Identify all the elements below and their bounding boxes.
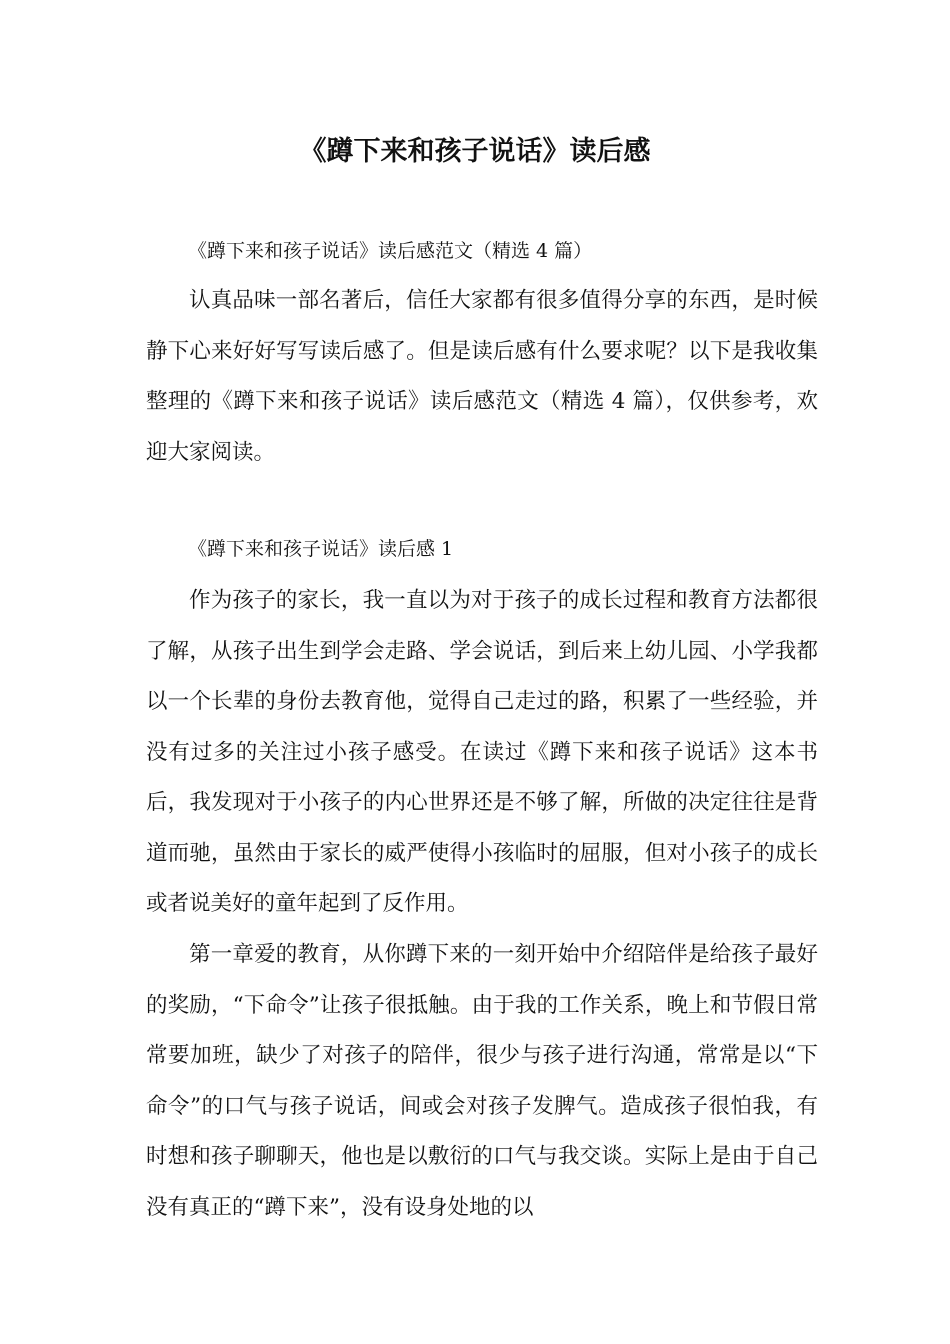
body-paragraph: 第一章爱的教育，从你蹲下来的一刻开始中介绍陪伴是给孩子最好的奖励，“下命令”让孩子很抵触。由于我的工作关系，晚上和节假日常常要加班，缺少了对孩子的陪伴，很少与孩子进行沟通，常常是以“下命令”的口气与孩子说话，间或会对孩子发脾气。造成孩子很怕我，有时想和孩子聊聊天，他也是以敷衍的口气与我交谈。实际上是由于自己没有真正的“蹲下来”，没有设身处地的以	[146, 942, 818, 1220]
intro-paragraph: 认真品味一部名著后，信任大家都有很多值得分享的东西，是时候静下心来好好写写读后感了。但是读后感有什么要求呢？以下是我收集整理的《蹲下来和孩子说话》读后感范文（精选 4 篇），仅供参考，欢迎大家阅读。	[146, 288, 818, 465]
document-subtitle: 《蹲下来和孩子说话》读后感范文（精选 4 篇）	[188, 240, 593, 262]
body-paragraph: 作为孩子的家长，我一直以为对于孩子的成长过程和教育方法都很了解，从孩子出生到学会走路、学会说话，到后来上幼儿园、小学我都以一个长辈的身份去教育他，觉得自己走过的路，积累了一些经验，并没有过多的关注过小孩子感受。在读过《蹲下来和孩子说话》这本书后，我发现对于小孩子的内心世界还是不够了解，所做的决定往往是背道而驰，虽然由于家长的威严使得小孩临时的屈服，但对小孩子的成长或者说美好的童年起到了反作用。	[146, 588, 818, 916]
section-heading: 《蹲下来和孩子说话》读后感 1	[188, 538, 454, 560]
document-title: 《蹲下来和孩子说话》读后感	[299, 136, 651, 167]
